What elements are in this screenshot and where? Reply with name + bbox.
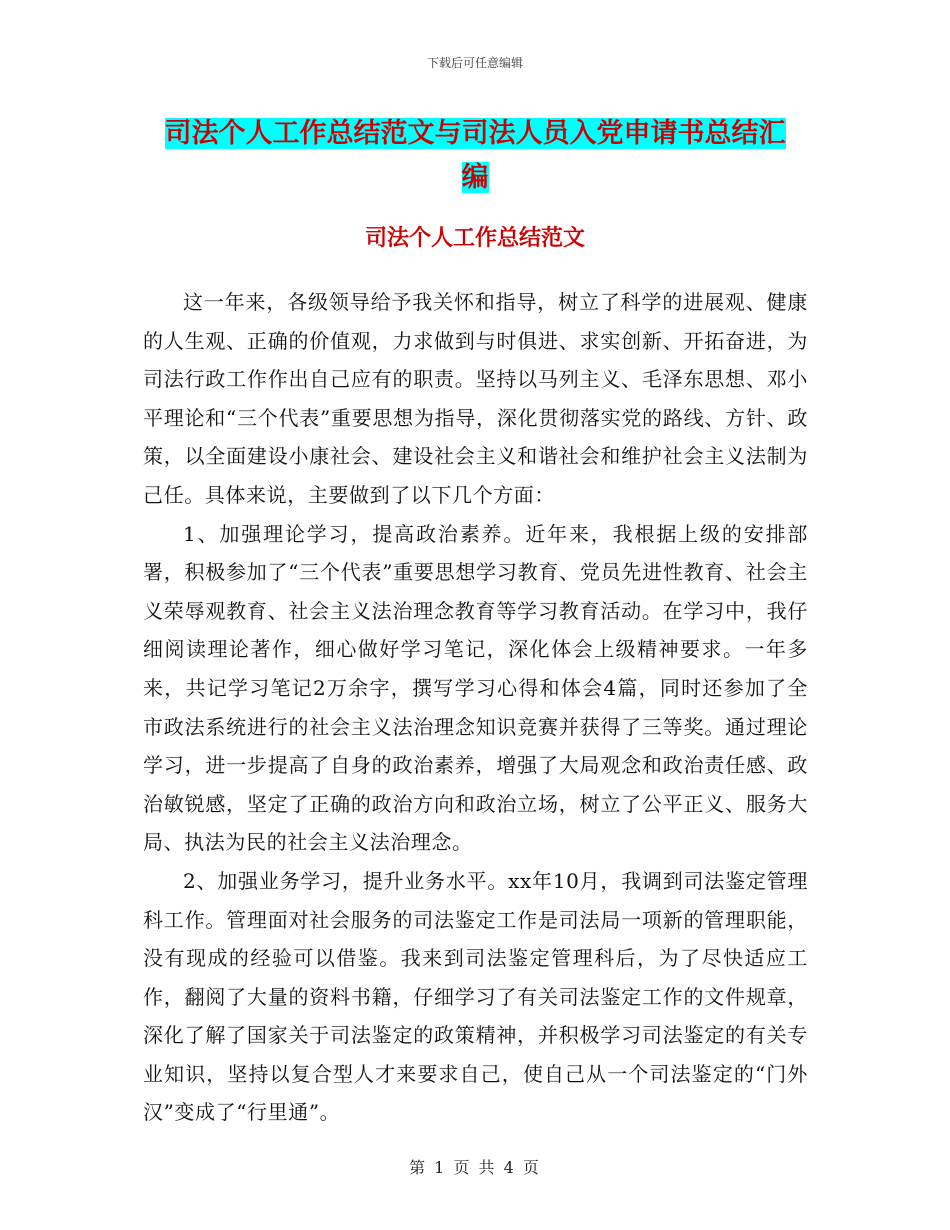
paragraph-intro: 这一年来，各级领导给予我关怀和指导，树立了科学的进展观、健康的人生观、正确的价值观，力求做到与时俱进、求实创新、开拓奋进，为司法行政工作作出自己应有的职责。坚持以马列主义、毛泽东思想、邓小平理论和“三个代表”重要思想为指导，深化贯彻落实党的路线、方针、政策，以全面建设小康社会、建设社会主义和谐社会和维护社会主义法制为己任。具体来说，主要做到了以下几个方面： <box>143 290 808 507</box>
document-title <box>150 112 800 200</box>
paragraph-theory-study: 1、加强理论学习，提高政治素养。近年来，我根据上级的安排部署，积极参加了“三个代表”重要思想学习教育、党员先进性教育、社会主义荣辱观教育、社会主义法治理念教育等学习教育活动。在学习中，我仔细阅读理论著作，细心做好学习笔记，深化体会上级精神要求。一年多来，共记学习笔记2万余字，撰写学习心得和体会4篇，同时还参加了全市政法系统进行的社会主义法治理念知识竞赛并获得了三等奖。通过理论学习，进一步提高了自身的政治素养，增强了大局观念和政治责任感、政治敏锐感，坚定了正确的政治方向和政治立场，树立了公平正义、服务大局、执法为民的社会主义法治理念。 <box>143 521 808 855</box>
document-title-line-2: 编 <box>461 162 489 193</box>
section-title: 司法个人工作总结范文 <box>364 226 585 251</box>
document-body <box>143 283 808 1132</box>
page-header-note: 下载后可任意编辑 <box>426 56 523 70</box>
paragraph-business-study: 2、加强业务学习，提升业务水平。xx年10月，我调到司法鉴定管理科工作。管理面对社会服务的司法鉴定工作是司法局一项新的管理职能，没有现成的经验可以借鉴。我来到司法鉴定管理科后，为了尽快适应工作，翻阅了大量的资料书籍，仔细学习了有关司法鉴定工作的文件规章，深化了解了国家关于司法鉴定的政策精神，并积极学习司法鉴定的有关专业知识，坚持以复合型人才来要求自己，使自己从一个司法鉴定的“门外汉”变成了“行里通”。 <box>143 868 808 1125</box>
page-number-footer: 第 1 页 共 4 页 <box>409 1158 541 1177</box>
document-title-line-1: 司法个人工作总结范文与司法人员入党申请书总结汇 <box>164 118 786 149</box>
